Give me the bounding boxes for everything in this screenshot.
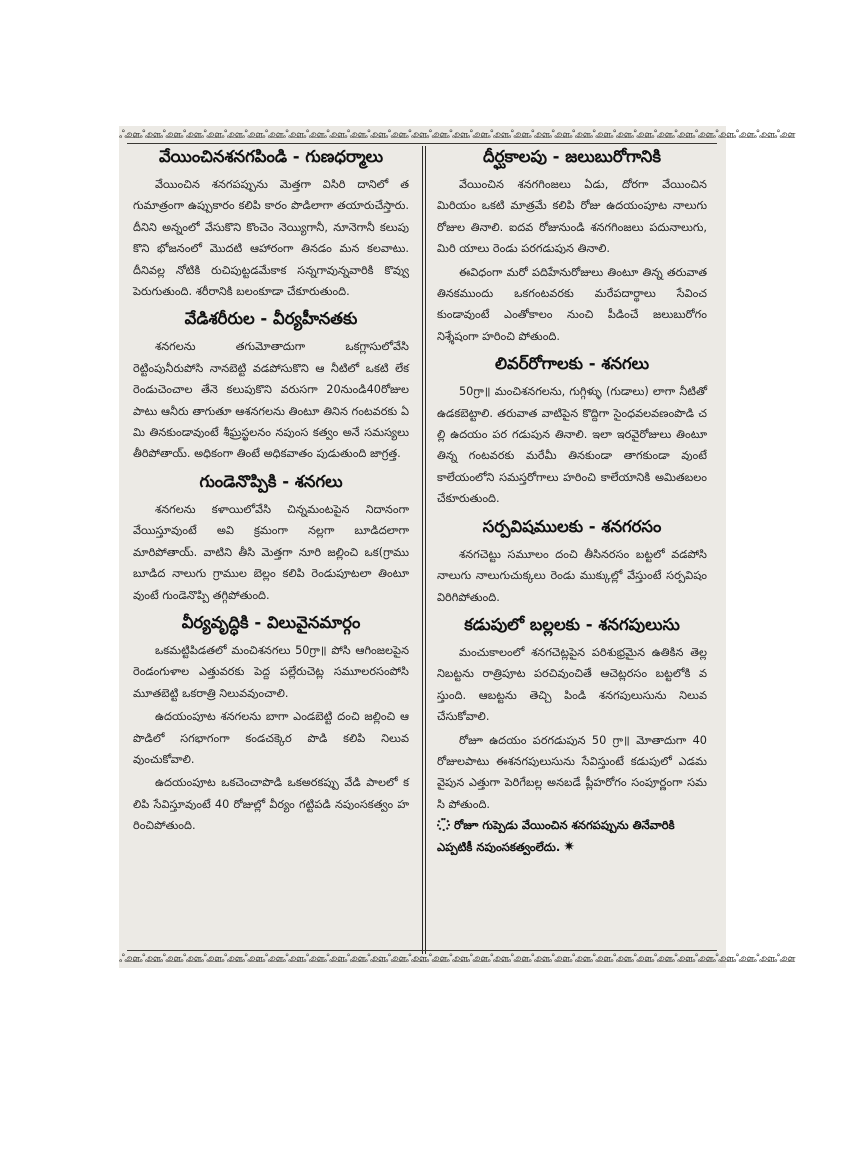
decorative-border-bottom: ஃஊஃஊஃஊஃஊஃஊஃஊஃஊஃஊஃஊஃஊஃஊஃஊஃஊஃஊஃஊஃஊஃஊஃஊஃஊஃஊஃஊஃஊஃஊஃஊஃஊஃஊஃஊஃஊஃஊஃஊஃஊஃஊஃஊ xyxy=(119,952,795,965)
right-column xyxy=(437,144,707,864)
star-icon: ✷ xyxy=(563,838,575,855)
article-heading: లివర్‌రోగాలకు - శనగలు xyxy=(494,354,650,374)
article-cold xyxy=(437,146,707,347)
article-paragraph: ఉదయంపూట శనగలను బాగా ఎండబెట్టి దంచి జల్లించి ఆ పొడిలో సగభాగంగా కండచక్కెర పొడి కలిపి నిలువవుంచుకోవాలి. xyxy=(133,710,409,766)
flower-icon xyxy=(437,818,450,831)
scanned-page xyxy=(119,126,795,968)
left-column xyxy=(133,144,409,843)
article-paragraph: మంచుకాలంలో శనగచెట్లపైన పరిశుభ్రమైన ఉతికిన తెల్లనిబట్టను రాత్రిపూట పరచివుంచితే ఆచెట్లరసం బట్టలోకి వస్తుంది. ఆబట్టను తెచ్చి పిండి శనగపులుసును నిలువ చేసుకోవాలి. xyxy=(437,645,707,724)
article-paragraph: ఈవిధంగా మరో పదిహేనురోజులు తింటూ తిన్న తరువాత తినకముందు ఒకగంటవరకు మరేపదార్థాలు సేవించకుండావుంటే ఎంతోకాలం నుంచి పీడించే జలుబురోగం నిశ్శేషంగా హరించి పోతుంది. xyxy=(437,265,707,343)
closing-note xyxy=(437,815,707,858)
article-heat-body xyxy=(133,308,409,464)
article-paragraph: శనగచెట్టు సమూలం దంచి తీసినరసం బట్టలో వడపోసి నాలుగు నాలుగుచుక్కలు రెండు ముక్కుల్లో వేస్తుంటే సర్పవిషం విరిగిపోతుంది. xyxy=(437,547,707,604)
article-heading: సర్పవిషములకు - శనగరసం xyxy=(482,516,662,536)
column-divider xyxy=(422,146,423,954)
article-heart-pain xyxy=(133,471,409,606)
article-paragraph: శనగలను కళాయిలోవేసి చిన్నమంటపైన నిదానంగా వేయిస్తూవుంటే అవి క్రమంగా నల్లగా బూడిదలాగా మారిపోతాయ్. వాటిని తీసి మెత్తగా నూరి జల్లించి ఒక(గ్రాము బూడిద నాలుగు గ్రాముల బెల్లం కలిపి రెండుపూటలా తింటూ వుంటే గుండెనొప్పి తగ్గిపోతుంది. xyxy=(133,502,409,602)
article-paragraph: శనగలను తగుమోతాదుగా ఒకగ్లాసులోవేసి రెట్టింపునీరుపోసి నానబెట్టి వడపోసుకొని ఆ నీటిలో ఒకటి లేక రెండుచెంచాల తేనె కలుపుకొని వరుసగా 20నుండి40రోజులపాటు ఆనీరు తాగుతూ ఆశనగలను తింటూ తినిన గంటవరకు ఏమి తినకుండావుంటే శీఘ్రస్ఖలనం నపుంస కత్వం అనే సమస్యలు తీరిపోతాయ్. అధికంగా తింటే అధికవాతం పుడుతుంది జాగ్రత్త. xyxy=(133,340,409,461)
article-heading: గుండెనొప్పికి - శనగలు xyxy=(199,471,343,491)
article-heading: కడుపులో బల్లలకు - శనగపులుసు xyxy=(464,614,680,634)
article-liver xyxy=(437,353,707,509)
article-heading: దీర్ఘకాలపు - జలుబురోగానికి xyxy=(483,147,661,166)
decorative-border-top: ஃஊஃஊஃஊஃஊஃஊஃஊஃஊஃஊஃஊஃஊஃஊஃஊஃஊஃஊஃஊஃஊஃஊஃஊஃஊஃஊஃஊஃஊஃஊஃஊஃஊஃஊஃஊஃஊஃஊஃஊஃஊஃஊஃஊ xyxy=(119,128,795,141)
article-paragraph: 50గ్రా॥ మంచిశనగలను, గుగ్గిళ్ళు (గుడాలు) లాగా నీటితో ఉడకబెట్టాలి. తరువాత వాటిపైన కొద్దిగా సైంధవలవణంపొడి చల్లి ఉదయం పర గడుపున తినాలి. ఇలా ఇరవైరోజులు తింటూ తిన్న గంటవరకు మరేమీ తినకుండా తాగకుండా వుంటే కాలేయంలోని సమస్తరోగాలు హరించి కాలేయానికి అమితబలం చేకూరుతుంది. xyxy=(437,385,707,506)
article-roasted-gram-flour xyxy=(133,146,409,302)
article-paragraph: ఉదయంపూట ఒకచెంచాపొడి ఒకఅరకప్పు వేడి పాలలో కలిపి సేవిస్తూవుంటే 40 రోజుల్లో వీర్యం గట్టిపడి నపుంసకత్వం హరించిపోతుంది. xyxy=(133,776,409,833)
article-spleen xyxy=(437,614,707,858)
column-divider-inner xyxy=(425,146,426,954)
article-heading: వేయించినశనగపిండి - గుణధర్మాలు xyxy=(158,147,384,166)
article-heading: వీర్యవృద్ధికి - విలువైనమార్గం xyxy=(181,612,361,632)
article-heading: వేడిశరీరుల - వీర్యహీనతకు xyxy=(184,309,358,329)
closing-note-text: రోజూ గుప్పెడు వేయించిన శనగపప్పును తినేవారికి ఎప్పటికీ నపుంసకత్వంలేదు. xyxy=(437,818,675,854)
article-vitality xyxy=(133,612,409,837)
article-paragraph: వేయించిన శనగగింజలు ఏడు, దోరగా వేయించిన మిరియం ఒకటి మాత్రమే కలిపి రోజు ఉదయంపూట నాలుగు రోజుల తినాలి. ఐదవ రోజునుండి శనగగింజలు పదునాలుగు, మిరి యాలు రెండు పరగడుపున తినాలి. xyxy=(437,178,707,256)
bottom-rule xyxy=(127,950,717,951)
article-snake-venom xyxy=(437,516,707,608)
article-paragraph: రోజూ ఉదయం పరగడుపున 50 గ్రా॥ మోతాదుగా 40 రోజులపాటు ఈశనగపులుసును సేవిస్తుంటే కడుపులో ఎడమవైపున ఎత్తుగా పెరిగేబల్ల అనబడే ప్లీహరోగం సంపూర్ణంగా సమసి పోతుంది. xyxy=(437,733,707,811)
article-paragraph: వేయించిన శనగపప్పును మెత్తగా విసిరి దానిలో తగుమాత్రంగా ఉప్పుకారం కలిపి కారం పొడిలాగా తయారుచేస్తారు. దీనిని అన్నంలో వేసుకొని కొంచెం నెయ్యిగానీ, నూనెగానీ కలుపు కొని భోజనంలో మొదటి ఆహారంగా తినడం మన కలవాటు. దీనివల్ల నోటికి రుచిపుట్టడమేకాక సన్నగావున్నవారికి కొవ్వు పెరుగుతుంది. శరీరానికి బలంకూడా చేకూరుతుంది. xyxy=(133,178,409,299)
article-paragraph: ఒకమట్టిపిడతలో మంచిశనగలు 50గ్రా॥ పోసి ఆగింజలపైన రెండంగుళాల ఎత్తువరకు పెద్ద పల్లేరుచెట్ల సమూలరసంపోసి మూతబెట్టి ఒకరాత్రి నిలువవుంచాలి. xyxy=(133,643,409,700)
